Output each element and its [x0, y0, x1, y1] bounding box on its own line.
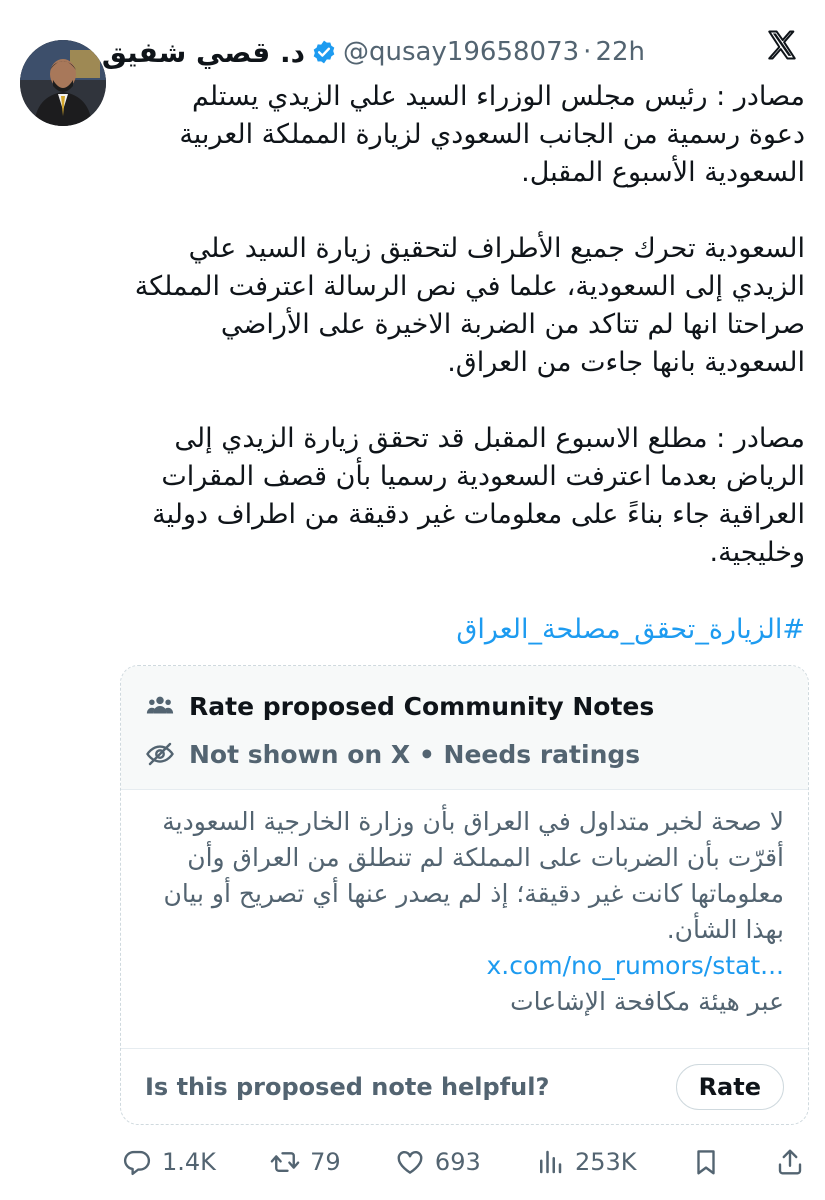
note-text: لا صحة لخبر متداول في العراق بأن وزارة الخارجية السعودية أقرّت بأن الضربات على المملكة لم تنطلق من العراق وأن معلوماتها كانت غير دقيقة؛ إذ لم يصدر عنها أي تصريح أو بيان بهذا الشأن. [162, 807, 784, 944]
note-title-row [145, 682, 784, 730]
tweet-header [101, 30, 645, 74]
repost-count: 79 [310, 1148, 341, 1176]
reply-icon [122, 1147, 152, 1177]
note-status: Not shown on X • Needs ratings [189, 739, 641, 769]
header-separator: · [583, 37, 592, 67]
repost-button[interactable] [270, 1147, 341, 1177]
views-icon [535, 1147, 565, 1177]
author-handle[interactable]: @qusay19658073 [342, 37, 580, 67]
tweet-paragraph-2: السعودية تحرك جميع الأطراف لتحقيق زيارة السيد علي الزيدي إلى السعودية، علما في نص الرسالة اعترفت المملكة صراحتا انها لم تتاكد من الضربة الاخيرة على الأراضي السعودية بانها جاءت من العراق. [134, 233, 805, 378]
note-title: Rate proposed Community Notes [189, 691, 655, 721]
helpful-question: Is this proposed note helpful? [145, 1072, 550, 1101]
tweet-action-bar [122, 1140, 805, 1184]
note-source-link[interactable]: x.com/no_rumors/stat... [486, 951, 784, 980]
views-count: 253K [574, 1148, 637, 1176]
note-footer [121, 1048, 808, 1124]
author-name[interactable]: د. قصي شفيق [101, 35, 305, 69]
eye-off-icon [145, 739, 175, 769]
note-body [121, 790, 808, 1020]
reply-button[interactable] [122, 1147, 216, 1177]
reply-count: 1.4K [162, 1148, 216, 1176]
views-button[interactable] [535, 1147, 637, 1177]
like-count: 693 [434, 1148, 481, 1176]
note-status-row [145, 730, 784, 778]
rate-button[interactable]: Rate [676, 1064, 784, 1110]
tweet-paragraph-1: مصادر : رئيس مجلس الوزراء السيد علي الزيدي يستلم دعوة رسمية من الجانب السعودي لزيارة المملكة العربية السعودية الأسبوع المقبل. [179, 81, 805, 188]
people-icon [145, 691, 175, 721]
hashtag-link[interactable]: #الزيارة_تحقق_مصلحة_العراق [456, 614, 805, 645]
bookmark-button[interactable] [691, 1147, 721, 1177]
tweet-text [128, 78, 805, 610]
share-button[interactable] [775, 1147, 805, 1177]
heart-icon [395, 1147, 425, 1177]
repost-icon [270, 1147, 300, 1177]
bookmark-icon [691, 1147, 721, 1177]
community-note-card [120, 665, 809, 1125]
community-note-header [121, 666, 808, 790]
verified-badge-icon [311, 39, 337, 65]
avatar[interactable] [20, 40, 106, 126]
x-logo-icon[interactable] [765, 28, 799, 62]
note-attribution: عبر هيئة مكافحة الإشاعات [510, 987, 784, 1016]
tweet-paragraph-3: مصادر : مطلع الاسبوع المقبل قد تحقق زيارة الزيدي إلى الرياض بعدما اعترفت السعودية رسميا بأن قصف المقرات العراقية جاء بناءً على معلومات غير دقيقة من اطراف دولية وخليجية. [152, 423, 805, 568]
like-button[interactable] [395, 1147, 481, 1177]
avatar-image [20, 40, 106, 126]
share-icon [775, 1147, 805, 1177]
tweet-time[interactable]: 22h [595, 37, 645, 67]
